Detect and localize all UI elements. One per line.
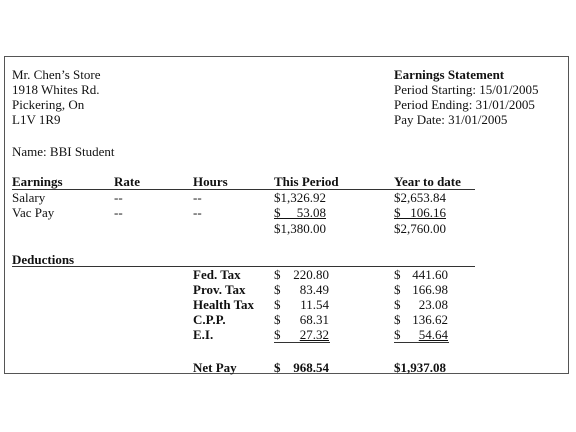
rate-header: Rate xyxy=(114,174,140,189)
deduction-this-currency: $ xyxy=(274,327,281,342)
deduction-ytd: 136.62 xyxy=(412,312,448,327)
statement-title: Earnings Statement xyxy=(394,67,505,82)
net-pay-this-currency: $ xyxy=(274,360,281,375)
deduction-this-period: 68.31 xyxy=(299,312,329,327)
deduction-label: Prov. Tax xyxy=(193,282,246,297)
earnings-row-this-period: $1,326.92 xyxy=(274,190,326,205)
deduction-this-period: 27.32 xyxy=(299,327,329,342)
year-to-date-header: Year to date xyxy=(394,174,461,189)
deduction-label: C.P.P. xyxy=(193,312,226,327)
deductions-rule xyxy=(12,266,475,267)
earnings-row-ytd: $2,653.84 xyxy=(394,190,446,205)
net-pay-label: Net Pay xyxy=(193,360,237,375)
earnings-row-ytd: $ 106.16 xyxy=(394,205,446,220)
earnings-row-rate: -- xyxy=(114,205,123,220)
deduction-ytd: 441.60 xyxy=(412,267,448,282)
earnings-row-label: Salary xyxy=(12,190,46,205)
deduction-ytd: 54.64 xyxy=(418,327,448,342)
employer-postal-code: L1V 1R9 xyxy=(12,112,61,127)
earnings-total-this-period: $1,380.00 xyxy=(274,221,326,236)
deduction-label: Health Tax xyxy=(193,297,255,312)
this-period-header: This Period xyxy=(274,174,339,189)
earnings-row-label: Vac Pay xyxy=(12,205,55,220)
deduction-this-currency: $ xyxy=(274,282,281,297)
deduction-ytd: 166.98 xyxy=(412,282,448,297)
employer-street: 1918 Whites Rd. xyxy=(12,82,100,97)
deduction-ytd-currency: $ xyxy=(394,297,401,312)
earnings-row-hours: -- xyxy=(193,205,202,220)
deduction-ytd-currency: $ xyxy=(394,267,401,282)
deductions-this-period-rule xyxy=(274,342,330,343)
deduction-this-currency: $ xyxy=(274,297,281,312)
period-ending: Period Ending: 31/01/2005 xyxy=(394,97,535,112)
deduction-label: E.I. xyxy=(193,327,214,342)
employer-city: Pickering, On xyxy=(12,97,85,112)
deduction-this-period: 83.49 xyxy=(299,282,329,297)
employer-name: Mr. Chen’s Store xyxy=(12,67,101,82)
hours-header: Hours xyxy=(193,174,228,189)
deduction-this-period: 11.54 xyxy=(300,297,329,312)
deduction-ytd-currency: $ xyxy=(394,282,401,297)
deduction-this-period: 220.80 xyxy=(293,267,329,282)
pay-date: Pay Date: 31/01/2005 xyxy=(394,112,508,127)
deduction-this-currency: $ xyxy=(274,267,281,282)
net-pay-ytd: $1,937.08 xyxy=(394,360,446,375)
earnings-row-rate: -- xyxy=(114,190,123,205)
earnings-header: Earnings xyxy=(12,174,63,189)
deductions-ytd-rule xyxy=(394,342,449,343)
deduction-label: Fed. Tax xyxy=(193,267,241,282)
period-starting: Period Starting: 15/01/2005 xyxy=(394,82,539,97)
deductions-heading: Deductions xyxy=(12,252,75,267)
deduction-ytd-currency: $ xyxy=(394,327,401,342)
deduction-ytd: 23.08 xyxy=(418,297,448,312)
earnings-row-hours: -- xyxy=(193,190,202,205)
employee-name: Name: BBI Student xyxy=(12,144,115,159)
deduction-this-currency: $ xyxy=(274,312,281,327)
earnings-row-this-period: $ 53.08 xyxy=(274,205,326,220)
deduction-ytd-currency: $ xyxy=(394,312,401,327)
net-pay-this-period: 968.54 xyxy=(293,360,329,375)
earnings-total-ytd: $2,760.00 xyxy=(394,221,446,236)
